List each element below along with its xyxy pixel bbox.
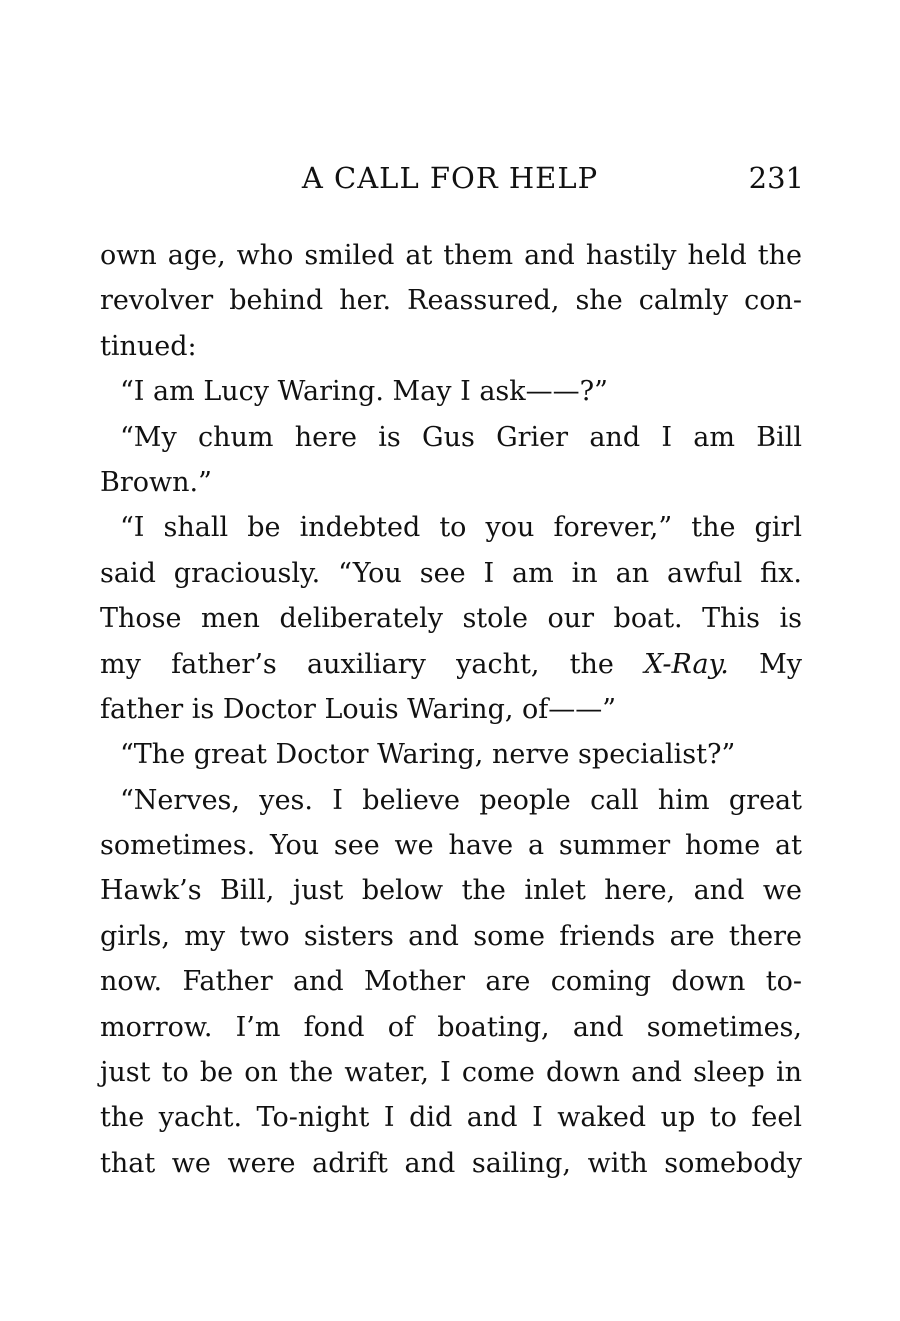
text-line: that we were adrift and sailing, with somebody (100, 1147, 802, 1179)
running-head (100, 156, 804, 200)
text-line: Hawk’s Bill, just below the inlet here, and we (100, 875, 802, 907)
yacht-name: X-Ray. (644, 648, 729, 680)
text-line: just to be on the water, I come down and sleep in (100, 1057, 802, 1089)
text-line: sometimes. You see we have a summer home at (100, 830, 802, 862)
text-line: “The great Doctor Waring, nerve specialist?” (120, 739, 736, 771)
text-line (100, 642, 802, 687)
text-line: tinued: (100, 330, 197, 362)
text-line: Those men deliberately stole our boat. This is (100, 603, 802, 635)
text-line: “I shall be indebted to you forever,” the girl (120, 512, 802, 544)
text-line: father is Doctor Louis Waring, of——” (100, 693, 617, 725)
text-line: Brown.” (100, 466, 212, 498)
text-line: morrow. I’m fond of boating, and sometimes, (100, 1011, 802, 1043)
text-segment: My (759, 648, 802, 680)
text-segment: my father’s auxiliary yacht, the (100, 648, 614, 680)
text-line: now. Father and Mother are coming down to- (100, 966, 802, 998)
text-line: the yacht. To-night I did and I waked up to feel (100, 1102, 802, 1134)
running-title: A CALL FOR HELP (301, 161, 599, 195)
text-line: said graciously. “You see I am in an awful fix. (100, 557, 802, 589)
text-line: “I am Lucy Waring. May I ask——?” (120, 376, 608, 408)
page-number: 231 (748, 161, 804, 195)
text-line: own age, who smiled at them and hastily held the (100, 240, 802, 271)
text-line: girls, my two sisters and some friends are there (100, 920, 802, 952)
text-line: “Nerves, yes. I believe people call him great (120, 784, 802, 816)
body-text (100, 233, 802, 1186)
text-line: “My chum here is Gus Grier and I am Bill (120, 421, 802, 453)
text-line: revolver behind her. Reassured, she calmly con- (100, 285, 802, 317)
